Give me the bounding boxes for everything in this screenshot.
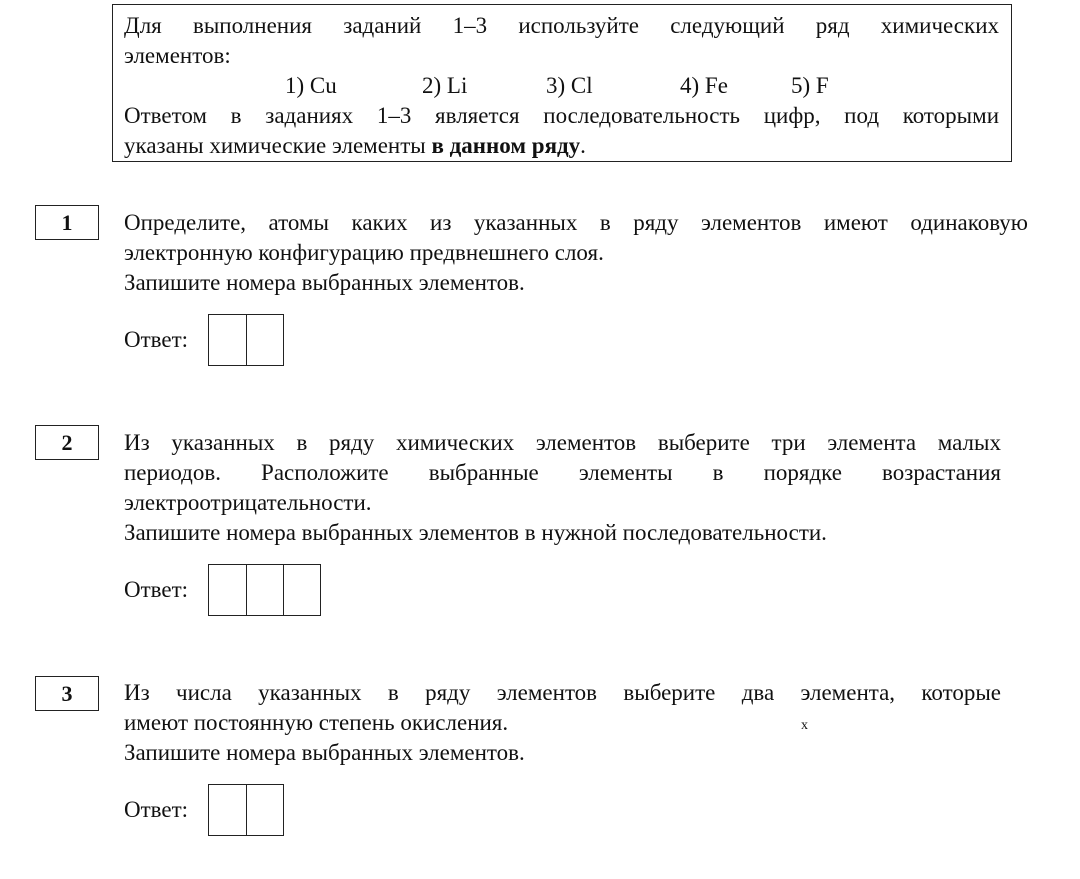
answer-cell[interactable] [209,315,246,365]
answer-cell[interactable] [246,315,283,365]
intro-line-1: Для выполнения заданий 1–3 используйте следующий ряд химических [124,13,999,38]
answer-cells-2 [208,564,321,616]
task-3-line-2: имеют постоянную степень окисления. [124,710,509,735]
task-1-line-3: Запишите номера выбранных элементов. [124,270,525,295]
answer-cells-1 [208,314,284,366]
element-item: 5) F [791,73,829,98]
answer-cells-3 [208,784,284,836]
answer-cell[interactable] [209,565,246,615]
answer-label: Ответ: [124,797,189,822]
element-item: 2) Li [422,73,468,98]
task-3-line-1: Из числа указанных в ряду элементов выберите два элемента, которые [124,680,1001,705]
task-number-1: 1 [35,205,99,240]
task-2-line-4: Запишите номера выбранных элементов в нужной последовательности. [124,520,827,545]
task-1-line-1: Определите, атомы каких из указанных в ряду элементов имеют одинаковую [124,210,1028,235]
task-text-1 [124,208,1028,298]
element-item: 3) Cl [546,73,593,98]
task-3-line-3: Запишите номера выбранных элементов. [124,740,525,765]
intro-line-4-bold: в данном ряду [431,133,581,158]
task-2-line-1: Из указанных в ряду химических элементов выберите три элемента малых [124,430,1001,455]
answer-cell[interactable] [283,565,320,615]
answer-cell[interactable] [246,565,283,615]
answer-label: Ответ: [124,327,189,352]
answer-cell[interactable] [246,785,283,835]
task-2-line-3: электроотрицательности. [124,490,372,515]
intro-line-2: элементов: [124,43,231,68]
element-item: 4) Fe [680,73,728,98]
task-text-3 [124,678,1001,768]
task-text-2 [124,428,1001,548]
task-number-3: 3 [35,676,99,711]
answer-label: Ответ: [124,577,189,602]
intro-line-4 [124,131,999,161]
intro-line-3: Ответом в заданиях 1–3 является последовательность цифр, под которыми [124,103,999,128]
task-2-line-2: периодов. Расположите выбранные элементы в порядке возрастания [124,460,1001,485]
element-item: 1) Cu [285,73,337,98]
intro-line-4-start: указаны химические элементы [124,133,432,158]
stray-mark: x [801,718,808,733]
task-number-2: 2 [35,425,99,460]
elements-list [124,71,999,101]
answer-cell[interactable] [209,785,246,835]
intro-line-4-end: . [580,133,586,158]
intro-box [112,4,1012,162]
task-1-line-2: электронную конфигурацию предвнешнего слоя. [124,240,604,265]
